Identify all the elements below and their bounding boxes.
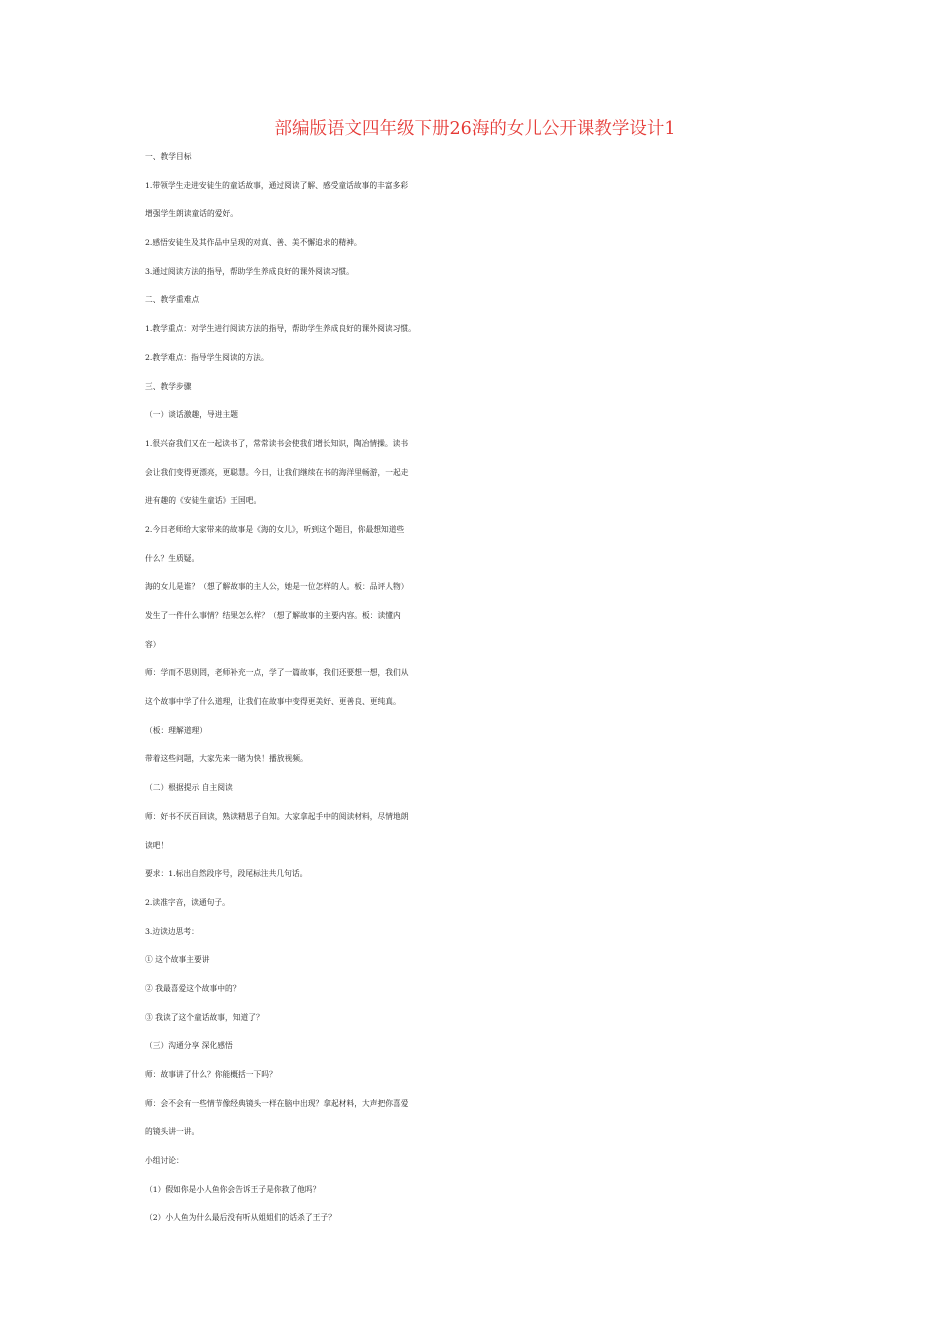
subheading-step-3: （三）沟通分享 深化感悟	[145, 1041, 233, 1051]
text-line: 师：好书不厌百回读，熟读精思子自知。大家拿起手中的阅读材料，尽情地朗	[145, 811, 409, 821]
text-line: 会让我们变得更漂亮，更聪慧。今日，让我们继续在书的海洋里畅游，一起走	[145, 467, 409, 477]
text-line: 2.读准字音，读通句子。	[145, 897, 230, 907]
list-item: ① 这个故事主要讲	[145, 955, 210, 965]
subheading-step-2: （二）根据提示 自主阅读	[145, 783, 233, 793]
text-line: 读吧！	[145, 840, 169, 850]
text-line: （板：理解道理）	[145, 725, 208, 735]
text-line: 2.今日老师给大家带来的故事是《海的女儿》，听到这个题目，你最想知道些	[145, 524, 405, 534]
text-line: 这个故事中学了什么道理，让我们在故事中变得更美好、更善良、更纯真。	[145, 697, 401, 707]
list-item: ② 我最喜爱这个故事中的？	[145, 983, 241, 993]
list-item: （2）小人鱼为什么最后没有听从姐姐们的话杀了王子？	[145, 1213, 336, 1223]
text-line: 进有趣的《安徒生童话》王国吧。	[145, 496, 262, 506]
document-title: 部编版语文四年级下册26海的女儿公开课教学设计1	[274, 119, 676, 139]
heading-teaching-goals: 一、教学目标	[145, 152, 192, 161]
text-line: 增强学生朗读童话的爱好。	[145, 209, 239, 219]
list-item: （1）假如你是小人鱼你会告诉王子是你救了他吗？	[145, 1184, 321, 1194]
text-line: 1.带领学生走进安徒生的童话故事，通过阅读了解、感受童话故事的丰富多彩	[145, 180, 409, 190]
text-line: 1.很兴奋我们又在一起读书了，常常读书会使我们增长知识，陶冶情操。读书	[145, 438, 409, 448]
text-line: 2.感悟安徒生及其作品中呈现的对真、善、美不懈追求的精神。	[145, 238, 362, 248]
text-line: 师：故事讲了什么？你能概括一下吗？	[145, 1070, 277, 1079]
text-line: 容）	[145, 639, 161, 649]
text-line: 的镜头讲一讲。	[145, 1127, 200, 1137]
text-line: 2.教学难点：指导学生阅读的方法。	[145, 352, 269, 362]
heading-teaching-steps: 三、教学步骤	[145, 381, 192, 391]
text-line: 什么？生质疑。	[145, 553, 200, 563]
text-line: 3.边读边思考：	[145, 926, 199, 936]
text-line: 3.通过阅读方法的指导，帮助学生养成良好的课外阅读习惯。	[145, 266, 354, 276]
document-body	[145, 143, 815, 1233]
text-line: 带着这些问题，大家先来一睹为快！播放视频。	[145, 754, 308, 764]
text-line: 小组讨论：	[145, 1156, 184, 1166]
text-line: 发生了一件什么事情？结果怎么样？（想了解故事的主要内容。板：读懂内	[145, 611, 401, 620]
heading-key-points: 二、教学重难点	[145, 295, 200, 305]
list-item: ③ 我读了这个童话故事，知道了？	[145, 1012, 264, 1022]
text-line: 1.教学重点：对学生进行阅读方法的指导，帮助学生养成良好的课外阅读习惯。	[145, 324, 416, 334]
text-line: 海的女儿是谁？（想了解故事的主人公，她是一位怎样的人。板：品评人物）	[145, 582, 409, 592]
text-line: 师：学而不思则罔，老师补充一点，学了一篇故事，我们还要想一想，我们从	[145, 668, 409, 678]
text-line: 要求：1.标出自然段序号，段尾标注共几句话。	[145, 869, 308, 879]
text-line: 师：会不会有一些情节像经典镜头一样在脑中出现？拿起材料，大声把你喜爱	[145, 1098, 409, 1108]
subheading-step-1: （一）谈话激趣，导进主题	[145, 410, 239, 420]
